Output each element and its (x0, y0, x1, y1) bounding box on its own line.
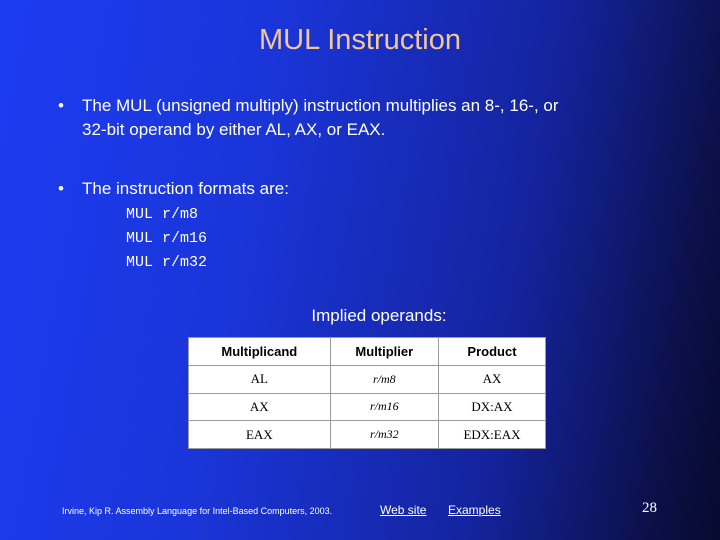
page-number: 28 (642, 500, 657, 516)
bullet-dot: • (58, 96, 64, 115)
column-header: Multiplier (330, 338, 438, 366)
implied-operands-table (188, 337, 546, 449)
examples-link[interactable]: Examples (448, 503, 501, 517)
table-cell: AX (189, 393, 331, 421)
format-line: MUL r/m8 (126, 206, 199, 223)
bullet-dot: • (58, 179, 64, 198)
table-cell: r/m16 (330, 393, 438, 421)
table-cell: r/m32 (330, 421, 438, 449)
format-line: MUL r/m16 (126, 230, 208, 247)
table-cell: DX:AX (438, 393, 545, 421)
bullet-text-line-2: 32-bit operand by either AL, AX, or EAX. (82, 120, 386, 139)
citation: Irvine, Kip R. Assembly Language for Intel-Based Computers, 2003. (62, 506, 333, 516)
instruction-formats (126, 203, 207, 275)
bullet-text: The instruction formats are: (82, 179, 289, 198)
implied-operands-heading: Implied operands: (311, 306, 447, 325)
table-cell: EDX:EAX (438, 421, 545, 449)
format-line: MUL r/m32 (126, 254, 208, 271)
table-cell: EAX (189, 421, 331, 449)
column-header: Multiplicand (189, 338, 331, 366)
slide-title: MUL Instruction (259, 24, 461, 56)
table-header-row (189, 338, 546, 366)
table-row (189, 421, 546, 449)
table-row (189, 393, 546, 421)
table-row (189, 366, 546, 394)
table-cell: AX (438, 366, 545, 394)
bullet-text-line-1: The MUL (unsigned multiply) instruction multiplies an 8-, 16-, or (82, 96, 559, 115)
table-cell: AL (189, 366, 331, 394)
table-cell: r/m8 (330, 366, 438, 394)
web-site-link[interactable]: Web site (380, 503, 427, 517)
column-header: Product (438, 338, 545, 366)
